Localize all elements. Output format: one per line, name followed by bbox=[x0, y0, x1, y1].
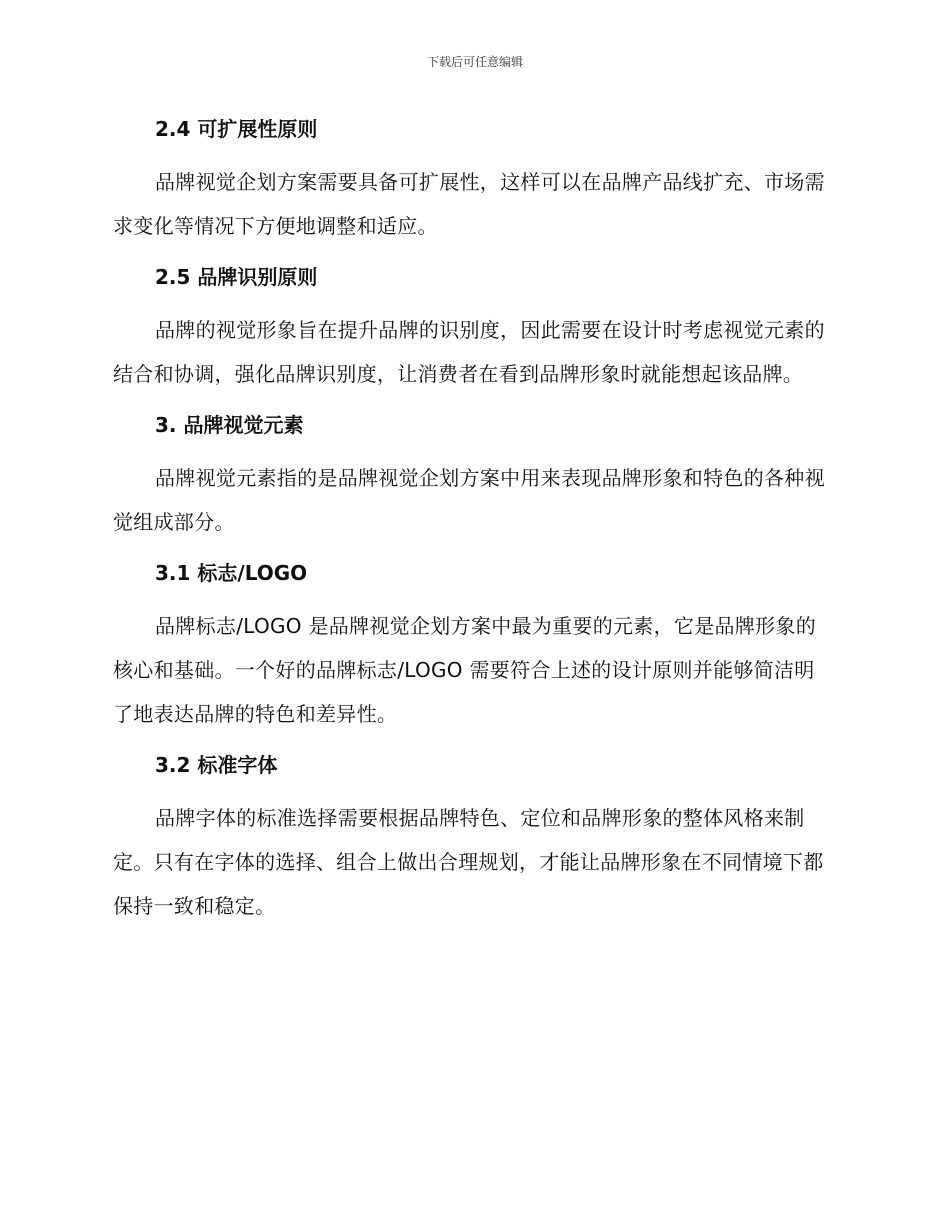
section-heading-3: 3. 品牌视觉元素 bbox=[155, 413, 304, 437]
section-paragraph-3-2: 品牌字体的标准选择需要根据品牌特色、定位和品牌形象的整体风格来制定。只有在字体的选择、组合上做出合理规划，才能让品牌形象在不同情境下都保持一致和稳定。 bbox=[113, 806, 824, 918]
section-heading-2-4: 2.4 可扩展性原则 bbox=[155, 117, 318, 141]
document-body bbox=[113, 110, 833, 928]
section-paragraph-3-1: 品牌标志/LOGO 是品牌视觉企划方案中最为重要的元素，它是品牌形象的核心和基础。一个好的品牌标志/LOGO 需要符合上述的设计原则并能够简洁明了地表达品牌的特色和差异性。 bbox=[113, 614, 817, 726]
section-heading-3-1: 3.1 标志/LOGO bbox=[155, 561, 308, 585]
page-header-note: 下载后可任意编辑 bbox=[426, 55, 523, 69]
section-paragraph-3: 品牌视觉元素指的是品牌视觉企划方案中用来表现品牌形象和特色的各种视觉组成部分。 bbox=[113, 466, 825, 534]
section-heading-3-2: 3.2 标准字体 bbox=[155, 753, 278, 777]
section-heading-2-5: 2.5 品牌识别原则 bbox=[155, 265, 318, 289]
section-paragraph-2-5: 品牌的视觉形象旨在提升品牌的识别度，因此需要在设计时考虑视觉元素的结合和协调，强化品牌识别度，让消费者在看到品牌形象时就能想起该品牌。 bbox=[113, 318, 825, 386]
section-paragraph-2-4: 品牌视觉企划方案需要具备可扩展性，这样可以在品牌产品线扩充、市场需求变化等情况下方便地调整和适应。 bbox=[113, 170, 825, 238]
